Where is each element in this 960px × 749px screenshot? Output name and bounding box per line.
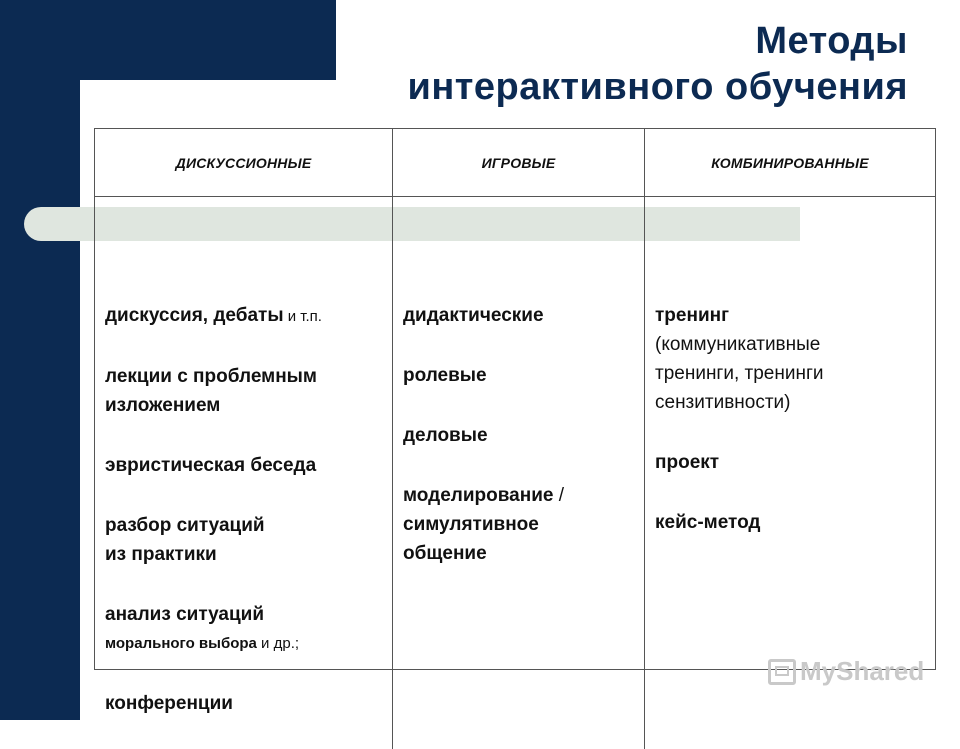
item-text: конференции	[105, 693, 233, 714]
item-text: симулятивное	[403, 514, 539, 535]
item-suffix: и т.п.	[283, 308, 322, 325]
item-note: (коммуникативные тренинги, тренинги сензитивности)	[655, 334, 824, 413]
item-text: лекции с проблемным	[105, 366, 317, 387]
list-item	[403, 421, 644, 450]
list-item	[105, 301, 392, 331]
list-item	[105, 600, 392, 658]
column-discussion	[95, 197, 393, 749]
list-item	[403, 361, 644, 390]
item-text: ролевые	[403, 365, 487, 386]
list-item	[655, 301, 935, 417]
item-text: моделирование	[403, 485, 559, 506]
list-item	[105, 362, 392, 420]
item-text: из практики	[105, 544, 217, 565]
list-item	[655, 448, 935, 477]
column-combined	[645, 197, 935, 749]
top-bar-decoration	[0, 0, 336, 80]
item-suffix: и др.;	[256, 635, 300, 652]
watermark-text: MyShared	[800, 656, 925, 686]
list-item	[105, 511, 392, 569]
list-item	[105, 451, 392, 480]
title-line-1: Методы	[755, 20, 908, 62]
item-text: анализ ситуаций	[105, 604, 265, 625]
item-text: морального выбора	[105, 635, 257, 652]
header-game: ИГРОВЫЕ	[393, 129, 645, 197]
column-game	[393, 197, 645, 749]
item-text: проект	[655, 452, 720, 473]
item-text: кейс-метод	[655, 512, 761, 533]
item-text: разбор ситуаций	[105, 515, 265, 536]
slide-title	[407, 18, 908, 110]
item-text: тренинг	[655, 305, 730, 326]
header-discussion: ДИСКУССИОННЫЕ	[95, 129, 393, 197]
item-text: деловые	[403, 425, 488, 446]
list-item	[105, 689, 392, 718]
item-text: изложением	[105, 395, 221, 416]
item-text: дидактические	[403, 305, 544, 326]
item-text: дискуссия, дебаты	[105, 305, 284, 326]
side-bar-decoration	[0, 0, 80, 720]
item-slash: /	[558, 485, 565, 506]
list-item	[403, 481, 644, 568]
item-text: общение	[403, 543, 487, 564]
title-line-2: интерактивного обучения	[407, 66, 908, 108]
header-combined: КОМБИНИРОВАННЫЕ	[645, 129, 935, 197]
list-item	[403, 301, 644, 330]
item-text: эвристическая беседа	[105, 455, 317, 476]
list-item	[655, 508, 935, 537]
